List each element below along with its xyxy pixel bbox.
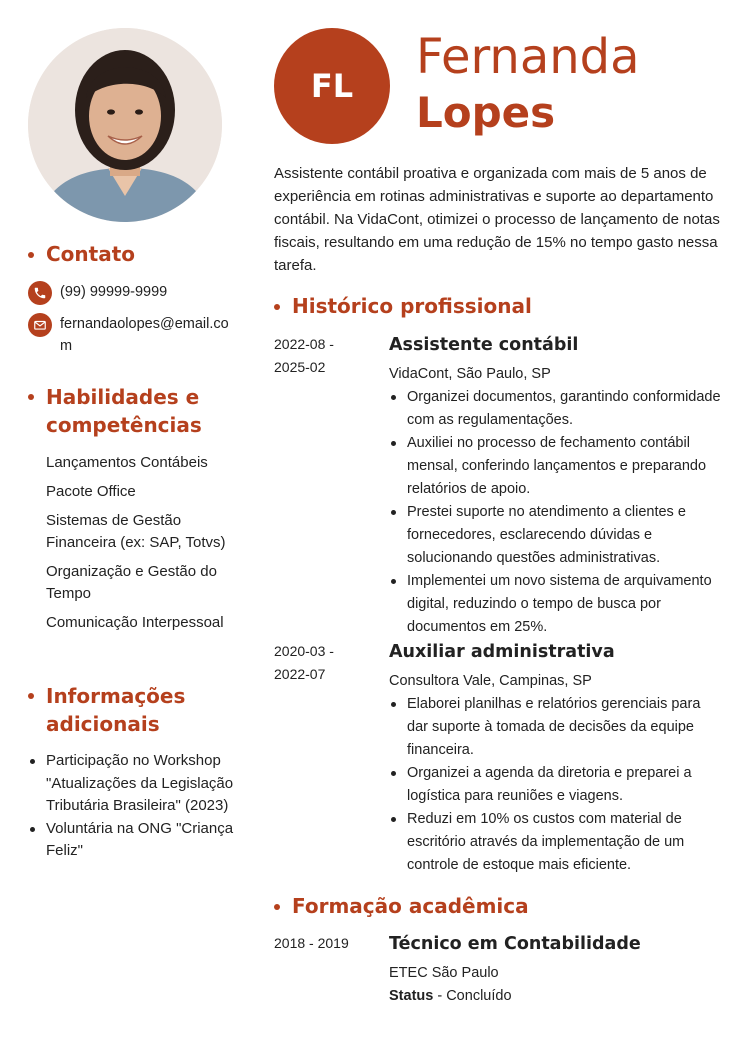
job-title: Assistente contábil xyxy=(389,335,579,355)
skills-list xyxy=(46,452,246,641)
section-bullet xyxy=(274,904,280,910)
job-bullet: Elaborei planilhas e relatórios gerenciais para dar suporte à tomada de decisões da equipe financeira. xyxy=(389,693,725,762)
extra-title xyxy=(46,682,185,738)
contact-email xyxy=(28,313,238,357)
skills-title-line2: competências xyxy=(46,413,202,437)
education-status-value: - Concluído xyxy=(433,988,512,1004)
email-address: fernandaolopes@email.com xyxy=(60,316,229,354)
skill-item: Sistemas de Gestão Financeira (ex: SAP, Totvs) xyxy=(46,512,226,551)
skill-item: Comunicação Interpessoal xyxy=(46,614,224,631)
job-entry xyxy=(389,333,725,639)
extra-title-line2: adicionais xyxy=(46,712,160,736)
job-bullet: Auxiliei no processo de fechamento contábil mensal, conferindo lançamentos e preparando relatórios de apoio. xyxy=(389,432,725,501)
job-company: VidaCont, São Paulo, SP xyxy=(389,366,551,382)
profile-photo xyxy=(28,28,222,222)
job-bullet: Organizei documentos, garantindo conformidade com as regulamentações. xyxy=(389,386,725,432)
job-bullets xyxy=(389,386,725,639)
envelope-icon xyxy=(28,313,52,337)
job-company: Consultora Vale, Campinas, SP xyxy=(389,673,592,689)
contact-phone xyxy=(28,281,238,305)
extra-item: Voluntária na ONG "Criança Feliz" xyxy=(28,818,248,863)
section-bullet xyxy=(274,304,280,310)
extra-list xyxy=(28,750,248,863)
initials-badge: FL xyxy=(274,28,390,144)
education-school: ETEC São Paulo xyxy=(389,965,499,981)
education-dates: 2018 - 2019 xyxy=(274,935,349,951)
education-status-label: Status xyxy=(389,988,434,1004)
first-name: Fernanda xyxy=(416,29,640,85)
job-bullets xyxy=(389,693,725,877)
education-status xyxy=(389,985,725,1008)
job-entry xyxy=(389,640,725,877)
skill-item: Pacote Office xyxy=(46,483,136,500)
experience-title: Histórico profissional xyxy=(292,294,532,318)
education-degree: Técnico em Contabilidade xyxy=(389,934,641,954)
job-date-start: 2022-08 - xyxy=(274,336,334,352)
education-entry xyxy=(389,932,725,1008)
job-dates xyxy=(274,333,384,379)
job-bullet: Reduzi em 10% os custos com material de escritório através da implementação de um controle de estoque mais eficiente. xyxy=(389,808,725,877)
section-bullet xyxy=(28,252,34,258)
job-date-start: 2020-03 - xyxy=(274,643,334,659)
extra-item: Participação no Workshop "Atualizações da Legislação Tributária Brasileira" (2023) xyxy=(28,750,248,818)
phone-icon xyxy=(28,281,52,305)
main-content xyxy=(262,0,750,1060)
profile-summary: Assistente contábil proativa e organizada com mais de 5 anos de experiência em rotinas administrativas e suporte ao departamento contábil. Na VidaCont, otimizei o processo de lançamento de notas fiscais, resultando em uma redução de 15% no tempo gasto nessa tarefa. xyxy=(274,165,720,274)
skills-title-line1: Habilidades e xyxy=(46,385,200,409)
job-dates xyxy=(274,640,384,686)
sidebar xyxy=(0,0,262,1060)
job-bullet: Organizei a agenda da diretoria e preparei a logística para reuniões e viagens. xyxy=(389,762,725,808)
job-date-end: 2025-02 xyxy=(274,359,326,375)
skills-title xyxy=(46,383,202,439)
skill-item: Organização e Gestão do Tempo xyxy=(46,563,217,602)
section-bullet xyxy=(28,693,34,699)
section-bullet xyxy=(28,394,34,400)
job-bullet: Implementei um novo sistema de arquivamento digital, reduzindo o tempo de busca por documentos em 25%. xyxy=(389,570,725,639)
extra-title-line1: Informações xyxy=(46,684,186,708)
skill-item: Lançamentos Contábeis xyxy=(46,454,208,471)
job-date-end: 2022-07 xyxy=(274,666,326,682)
job-title: Auxiliar administrativa xyxy=(389,642,615,662)
contact-title: Contato xyxy=(46,242,136,266)
phone-number: (99) 99999-9999 xyxy=(60,284,168,300)
job-bullet: Prestei suporte no atendimento a clientes e fornecedores, esclarecendo dúvidas e solucionando questões administrativas. xyxy=(389,501,725,570)
education-title: Formação acadêmica xyxy=(292,894,529,918)
last-name: Lopes xyxy=(416,88,556,137)
